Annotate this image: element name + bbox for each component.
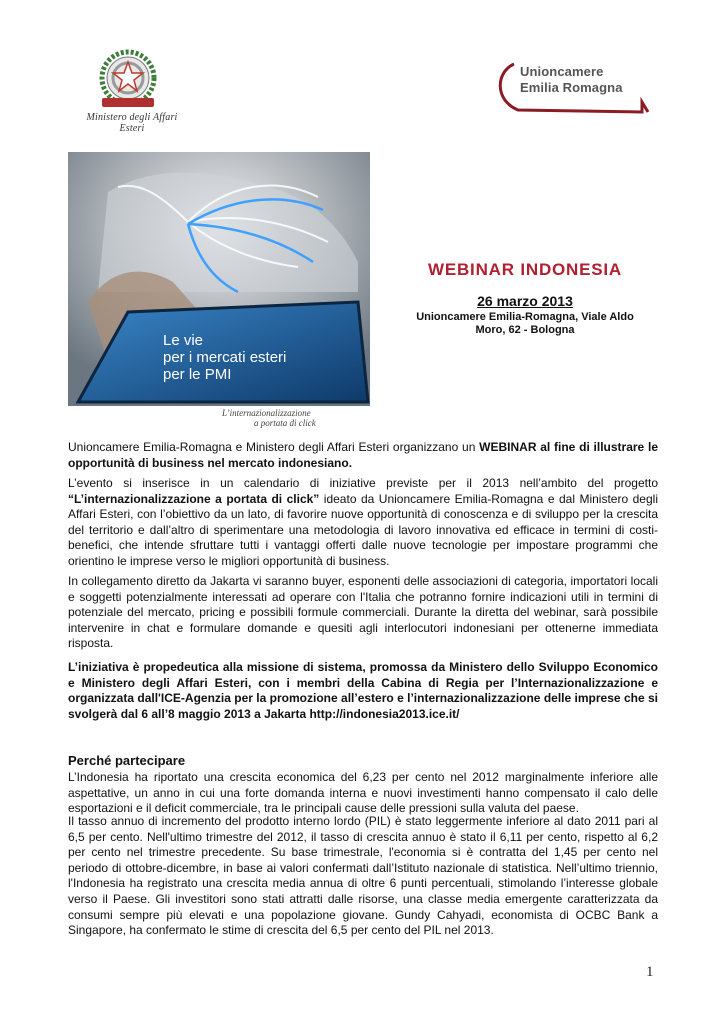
- project-text-post: ideato da Unioncamere Emilia-Romagna e dal Ministero degli Affari Esteri, con l’obiettivo da un lato, di favorire nuove opportunità di conoscenza e di sviluppo per la crescita del territorio e dall’altro di sperimentare una metodologia di lavoro innovativa ed efficace in termini di costi-benefici, che intende sfruttare tutti i vantaggi offerti dalle nuove tecnologie per impostare programmi che orientino le imprese verso le migliori opportunità di business.: [68, 491, 658, 568]
- intro-text: Unioncamere Emilia-Romagna e Ministero degli Affari Esteri organizzano un: [68, 440, 480, 454]
- hero-overlay-line2: per i mercati esteri: [163, 349, 287, 366]
- event-venue-line1: Unioncamere Emilia-Romagna, Viale Aldo: [416, 311, 634, 323]
- page-number: 1: [646, 964, 654, 980]
- logo-line-2: Emilia Romagna: [520, 80, 623, 95]
- ministry-caption: Ministero degli Affari Esteri: [86, 112, 178, 134]
- hero-caption: [222, 408, 362, 428]
- event-title: WEBINAR INDONESIA: [428, 260, 622, 279]
- mission-paragraph: L’iniziativa è propedeutica alla missione di sistema, promossa da Ministero dello Sviluppo Economico e Ministero degli Affari Esteri, con i membri della Cabina di Regia per l’Internazionalizzazione e organizzata dall'ICE-Agenzia per la promozione all’estero e l’internazionalizzazione delle imprese che si svolgerà dal 6 all’8 maggio 2013 a Jakarta http://indonesia2013.ice.it/: [68, 660, 658, 721]
- event-date: 26 marzo 2013: [477, 293, 573, 309]
- event-venue-line2: Moro, 62 - Bologna: [475, 324, 575, 336]
- intro-paragraph: [68, 440, 658, 471]
- hero-caption-line1: L’internazionalizzazione: [222, 408, 311, 418]
- hero-image: [68, 152, 370, 406]
- hero-overlay-line1: Le vie: [163, 332, 204, 349]
- italian-republic-emblem: [96, 48, 160, 114]
- project-text-pre: L’evento si inserisce in un calendario di iniziative previste per il 2013 nell’ambito del progetto: [68, 476, 658, 490]
- hero-overlay-line3: per le PMI: [163, 366, 232, 383]
- jakarta-paragraph: In collegamento diretto da Jakarta vi saranno buyer, esponenti delle associazioni di categoria, importatori locali e soggetti potenzialmente interessati ad operare con l'Italia che potranno fornire indicazioni utili in termini di potenziale del mercato, pricing e possibili formule commerciali. Durante la diretta del webinar, sarà possibile intervenire in chat e formulare domande e quesiti agli interlocutori indonesiani per ottenerne immediata risposta.: [68, 574, 658, 651]
- logo-line-1: Unioncamere: [520, 64, 604, 79]
- hero-caption-line2: a portata di click: [254, 418, 316, 428]
- project-paragraph: [68, 476, 658, 570]
- project-name: “L’internazionalizzazione a portata di click”: [68, 491, 320, 506]
- intro-bold-text: WEBINAR al fine di illustrare le opportunità di business nel mercato indonesiano.: [68, 440, 658, 470]
- growth-paragraph: L’Indonesia ha riportato una crescita economica del 6,23 per cento nel 2012 marginalmente inferiore alle aspettative, un anno in cui una forte domanda interna e nuovi investimenti hanno compensato il calo delle esportazioni e il deficit commerciale, tra le principali cause delle pressioni sulla valuta del paese.: [68, 770, 658, 816]
- gdp-paragraph: Il tasso annuo di incremento del prodotto interno lordo (PIL) è stato leggermente inferiore al dato 2011 pari al 6,5 per cento. Nell'ultimo trimestre del 2012, il tasso di crescita annuo è stato il 6,11 per cento, rispetto al 6,2 per cento nel trimestre precedente. Su base trimestrale, l'economia si è contratta del 1,45 per cento nel periodo di ottobre-dicembre, in base ai valori confermati dall’Istituto nazionale di statistica. Nell’ultimo triennio, l'Indonesia ha registrato una crescita media annua di oltre 6 punti percentuali, stimolando l’interesse globale verso il Paese. Gli investitori sono stati attratti dalle risorse, una classe media emergente caratterizzata da consumi sempre più elevati e una popolazione giovane. Gundy Cahyadi, economista di OCBC Bank a Singapore, ha confermato le stime di crescita del 6,5 per cento del PIL nel 2013.: [68, 814, 658, 938]
- unioncamere-logo: [492, 58, 662, 118]
- section-heading-why: Perché partecipare: [68, 753, 186, 768]
